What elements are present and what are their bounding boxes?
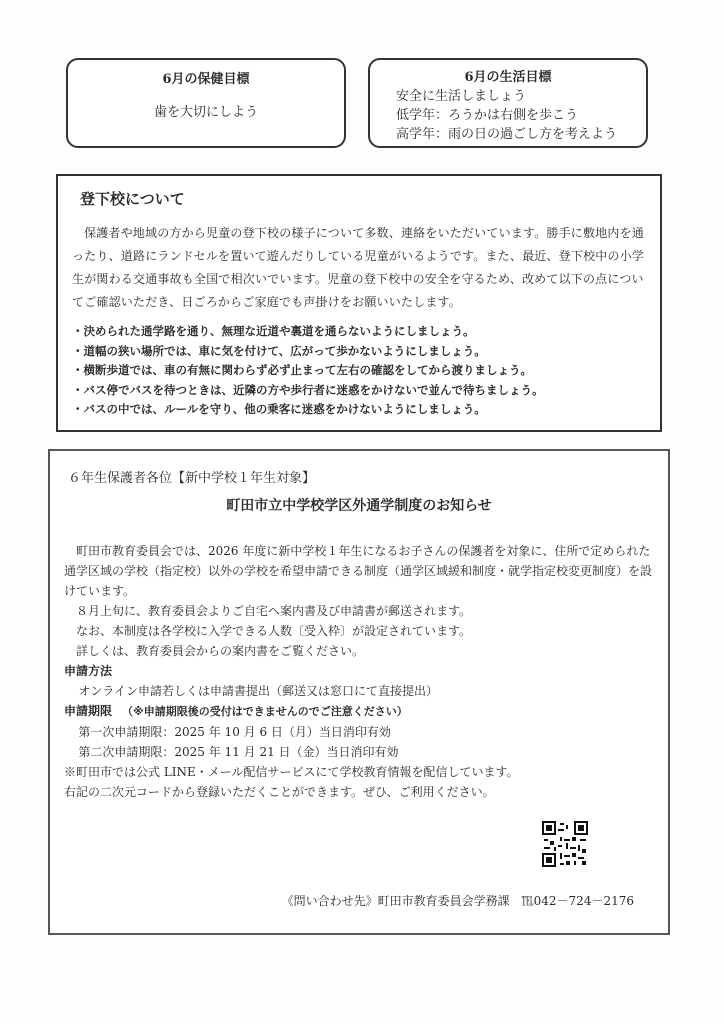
deadline-first: 第一次申請期限：2025 年 10 月 6 日（月）当日消印有効 (78, 725, 391, 739)
contact-info: 《問い合わせ先》町田市教育委員会学務課 ℡042－724－2176 (281, 894, 634, 908)
deadline-second: 第二次申請期限：2025 年 11 月 21 日（金）当日消印有効 (78, 745, 399, 759)
health-goal-box (66, 58, 346, 148)
school-district-notice (48, 449, 670, 935)
commute-paragraph: 保護者や地域の方から児童の登下校の様子について多数、連絡をいただいています。勝手に敷地内を通ったり、道路にランドセルを置いて遊んだりしている児童がいるようです。また、最近、登下校中の小学生が関わる交通事故も全国で相次いでいます。児童の登下校中の安全を守るため、改めて以下の点についてご確認いただき、日ごろからご家庭でも声掛けをお願いいたします。 (72, 226, 645, 309)
list-item: ・ バス停でバスを待つときは、近隣の方や歩行者に迷惑をかけないで並んで待ちましょう。 (72, 381, 544, 401)
list-item: ・ 横断歩道では、車の有無に関わらず必ず止まって左右の確認をしてから渡りましょう。 (72, 361, 544, 381)
list-item: ・ 決められた通学路を通り、無理な近道や裏道を通らないようにしましょう。 (72, 322, 544, 342)
life-goal-line: 低学年：ろうかは右側を歩こう (396, 108, 579, 123)
line-info: 右記の二次元コードから登録いただくことができます。ぜひ、ご利用ください。 (64, 785, 495, 799)
method-text: オンライン申請若しくは申請書提出（郵送又は窓口にて直接提出） (78, 684, 439, 698)
deadline-heading: 申請期限 (64, 704, 113, 718)
notice-paragraph: なお、本制度は各学校に入学できる人数〔受入枠〕が設定されています。 (76, 624, 472, 638)
list-item: ・ 道幅の狭い場所では、車に気を付けて、広がって歩かないようにしましょう。 (72, 342, 544, 362)
method-heading: 申請方法 (64, 664, 113, 678)
line-info: ※町田市では公式 LINE・メール配信サービスにて学校教育情報を配信しています。 (64, 765, 519, 779)
notice-paragraph: ８月上旬に、教育委員会よりご自宅へ案内書及び申請書が郵送されます。 (76, 604, 472, 618)
commute-section (56, 174, 662, 432)
life-goal-line: 高学年：雨の日の過ごし方を考えよう (396, 127, 618, 142)
deadline-note: （※申請期限後の受付はできませんのでご注意ください） (122, 705, 408, 718)
qr-code-icon[interactable] (542, 821, 588, 867)
notice-title: 町田市立中学校学区外通学制度のお知らせ (226, 498, 492, 514)
notice-paragraph: 詳しくは、教育委員会からの案内書をご覧ください。 (76, 644, 365, 658)
health-goal-title: 6月の保健目標 (162, 72, 250, 87)
commute-title: 登下校について (80, 190, 185, 208)
life-goal-box (368, 58, 648, 148)
commute-rules-list (72, 322, 544, 420)
health-goal-text: 歯を大切にしよう (153, 105, 258, 120)
deadline-heading-row (64, 701, 658, 722)
notice-audience: ６年生保護者各位【新中学校１年生対象】 (68, 471, 316, 486)
life-goal-line: 安全に生活しましょう (396, 89, 527, 104)
life-goal-title: 6月の生活目標 (464, 70, 552, 85)
list-item: ・ バスの中では、ルールを守り、他の乗客に迷惑をかけないようにしましょう。 (72, 400, 544, 420)
notice-paragraph: 町田市教育委員会では、2026 年度に新中学校１年生になるお子さんの保護者を対象に、住所で定められた通学区域の学校（指定校）以外の学校を希望申請できる制度（通学区域緩和制度・就学指定校変更制度）を設けています。 (64, 544, 653, 598)
